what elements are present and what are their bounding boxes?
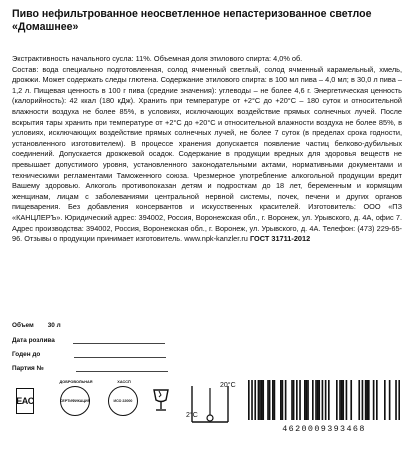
barcode-bar	[350, 380, 352, 420]
barcode-bar	[280, 380, 282, 420]
extract-info: Экстрактивность начального сусла: 11%. Объемная доля этилового спирта: 4,0% об.	[12, 54, 303, 63]
barcode-bar	[267, 380, 269, 420]
product-title	[12, 8, 402, 34]
barcode-bar	[293, 380, 295, 420]
barcode-bar	[304, 380, 306, 420]
barcode-bar	[317, 380, 319, 420]
gost-standard: ГОСТ 31711-2012	[249, 234, 311, 244]
barcode-number: 4620009393468	[282, 424, 366, 434]
voluntary-certification-seal	[59, 380, 93, 416]
barcode-bar	[339, 380, 341, 420]
barcode-bar	[306, 380, 308, 420]
bottling-date-row	[12, 336, 165, 344]
barcode-bar	[346, 380, 348, 420]
barcode-bar	[366, 380, 368, 420]
barcode-bar	[285, 380, 287, 420]
barcode-bar	[274, 380, 276, 420]
voluntary-certification-caption: ДОБРОВОЛЬНАЯ	[59, 380, 93, 384]
barcode-bar	[328, 380, 330, 420]
eac-mark: EAC	[16, 388, 34, 414]
temperature-high: 20°С	[220, 382, 236, 389]
batch-field[interactable]	[76, 364, 168, 372]
volume-label: Объем	[12, 322, 34, 329]
barcode-bar	[312, 380, 314, 420]
barcode-bar	[296, 380, 298, 420]
temperature-range-icon	[184, 382, 246, 430]
label-body	[12, 54, 402, 245]
barcode-bar	[398, 380, 400, 420]
barcode-bar	[358, 380, 360, 420]
barcode	[248, 380, 400, 432]
barcode-bar	[336, 380, 338, 420]
bottling-date-label: Дата розлива	[12, 337, 55, 344]
fragile-glass-icon	[150, 388, 172, 412]
barcode-bar	[261, 380, 263, 420]
barcode-bar	[282, 380, 284, 420]
barcode-bar	[291, 380, 293, 420]
barcode-bar	[373, 380, 375, 420]
expiry-date-field[interactable]	[74, 350, 166, 358]
bottling-date-field[interactable]	[73, 336, 165, 344]
barcode-bar	[376, 380, 378, 420]
product-title-line1: Пиво нефильтрованное неосветленное непастеризованное светлое	[12, 8, 372, 20]
barcode-bar	[254, 380, 256, 420]
product-title-line2: «Домашнее»	[12, 21, 79, 33]
volume-value: 30 л	[47, 322, 61, 329]
expiry-date-label: Годен до	[12, 351, 41, 358]
batch-label: Партия №	[12, 365, 44, 372]
batch-row	[12, 364, 168, 372]
haccp-text: ИСО 22000	[113, 398, 133, 403]
haccp-caption: ХАССП	[117, 380, 131, 384]
barcode-bar	[322, 380, 324, 420]
barcode-bar	[368, 380, 370, 420]
barcode-bar	[307, 380, 309, 420]
barcode-bar	[389, 380, 391, 420]
barcode-bar	[341, 380, 343, 420]
barcode-bar	[269, 380, 271, 420]
voluntary-certification-text: СЕРТИФИКАЦИЯ	[59, 398, 91, 403]
storage-temperature-mark	[184, 382, 246, 430]
haccp-seal	[108, 380, 138, 416]
expiry-date-row	[12, 350, 166, 358]
temperature-low: 2°С	[186, 412, 198, 419]
barcode-bar	[258, 380, 260, 420]
barcode-bar	[251, 380, 253, 420]
barcode-bar	[259, 380, 261, 420]
barcode-bar	[315, 380, 317, 420]
composition-body: Состав: вода специально подготовленная, солод ячменный светлый, солод ячменный карамельный, хмель, дрожжи. Может содержать следы глютена. Содержание этилового спирта: в 100 мл пива – 4,0 мл; в 30,0 л пива – 1,2 л. Пищевая ценность в 100 г пива (средние значения): углеводы – не более 4,6 г. Энергетическая ценность (калорийность): 42 ккал (180 кДж). Хранить при температуре от +2°С до +20°С – 180 суток и относительной влажности воздуха не более 85%, в условиях, исключающих воздействие прямых солнечных лучей. После вскрытия тары хранить при температуре от +2°С до +20°С и относительной влажности воздуха не более 85%, в условиях, исключающих воздействие прямых солнечных лучей, не более 7 суток (в пределах срока годности, установленного изготовителем). В процессе хранения допускается появление частиц белково-дубильных соединений. Допускается дрожжевой осадок. Содержание в продукции вредных для здоровья веществ не превышает допустимого уровня, установленного законодательными актами, нормативными документами и техническими регламентами Таможенного союза. Чрезмерное употребление алкогольной продукции вредит Вашему здоровью. Алкоголь противопоказан детям и подросткам до 18 лет, беременным и кормящим женщинам, лицам с заболеваниями центральной нервной системы, почек, печени и других органов пищеварения. Без добавления консервантов и искусственных красителей. Изготовитель: ООО «ПЗ «КАНЦЛЕРЪ». Юридический адрес: 394002, Россия, Воронежская обл., г. Воронеж, ул. Урывского, д. 4А, офис 7. Адрес производства: 394002, Россия, Воронежская обл., г. Воронеж, ул. Урывского, д. 4А. Телефон: (473) 229-65-96. Отзывы о продукции принимает изготовитель. www.npk-kanzler.ru	[12, 64, 402, 244]
barcode-bar	[342, 380, 344, 420]
barcode-bar	[248, 380, 250, 420]
barcode-bar	[395, 380, 397, 420]
barcode-bar	[272, 380, 274, 420]
barcode-bar	[384, 380, 386, 420]
barcode-bar	[262, 380, 264, 420]
composition-text	[12, 65, 402, 245]
barcode-bar	[325, 380, 327, 420]
barcode-bars	[248, 380, 400, 422]
barcode-bar	[299, 380, 301, 420]
volume-row	[12, 322, 61, 329]
barcode-bar	[362, 380, 364, 420]
barcode-bar	[365, 380, 367, 420]
compliance-marks	[12, 376, 402, 436]
barcode-bar	[318, 380, 320, 420]
